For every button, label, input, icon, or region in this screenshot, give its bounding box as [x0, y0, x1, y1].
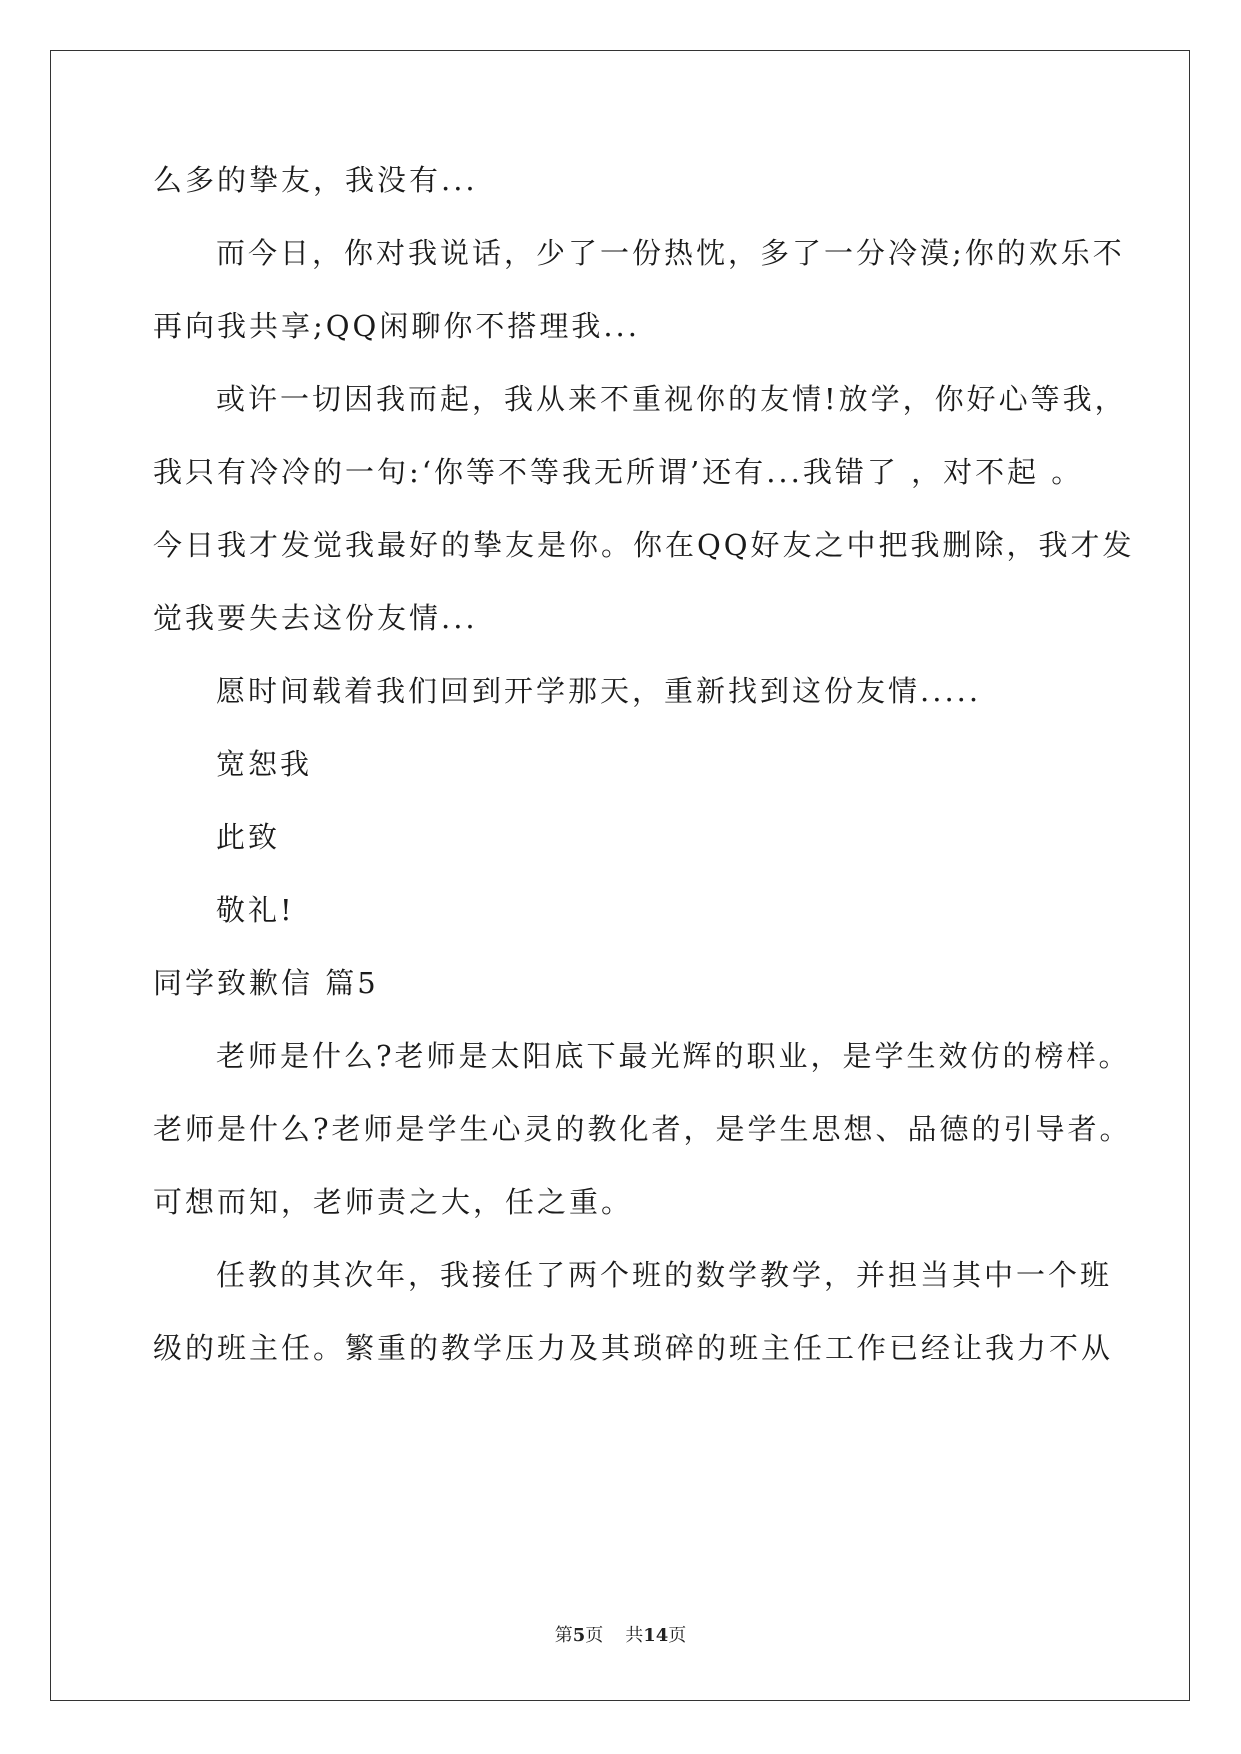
page-number: 5 — [572, 1625, 586, 1646]
total-suffix: 页 — [668, 1625, 687, 1646]
page-footer — [0, 1624, 1241, 1648]
text-line-7: 觉我要失去这份友情... — [153, 601, 478, 635]
text-line-13: 老师是什么?老师是太阳底下最光辉的职业，是学生效仿的榜样。 — [216, 1039, 1131, 1073]
page-prefix: 第 — [554, 1625, 573, 1646]
total-prefix: 共 — [625, 1625, 644, 1646]
page-suffix: 页 — [585, 1625, 604, 1646]
text-line-4: 或许一切因我而起，我从来不重视你的友情!放学，你好心等我， — [216, 382, 1127, 416]
section-heading: 同学致歉信 篇5 — [153, 966, 379, 1000]
text-line-15: 可想而知，老师责之大，任之重。 — [153, 1185, 634, 1219]
text-line-8: 愿时间载着我们回到开学那天，重新找到这份友情..... — [216, 674, 982, 708]
text-line-9: 宽恕我 — [216, 747, 313, 781]
text-line-11: 敬礼! — [216, 893, 295, 927]
page-border — [50, 50, 1190, 1701]
text-line-17: 级的班主任。繁重的教学压力及其琐碎的班主任工作已经让我力不从 — [153, 1331, 1114, 1365]
text-line-3: 再向我共享;QQ闲聊你不搭理我... — [153, 309, 640, 343]
total-pages: 14 — [643, 1625, 669, 1646]
text-line-10: 此致 — [216, 820, 281, 854]
text-line-16: 任教的其次年，我接任了两个班的数学教学，并担当其中一个班 — [216, 1258, 1113, 1292]
text-line-2: 而今日，你对我说话，少了一份热忱，多了一分冷漠;你的欢乐不 — [216, 236, 1125, 270]
text-line-6: 今日我才发觉我最好的挚友是你。你在QQ好友之中把我删除，我才发 — [153, 528, 1135, 562]
text-line-14: 老师是什么?老师是学生心灵的教化者，是学生思想、品德的引导者。 — [153, 1112, 1132, 1146]
text-line-5: 我只有冷冷的一句:‘你等不等我无所谓’还有...我错了 ，对不起 。 — [153, 455, 1084, 489]
text-line-1: 么多的挚友，我没有... — [153, 163, 478, 197]
